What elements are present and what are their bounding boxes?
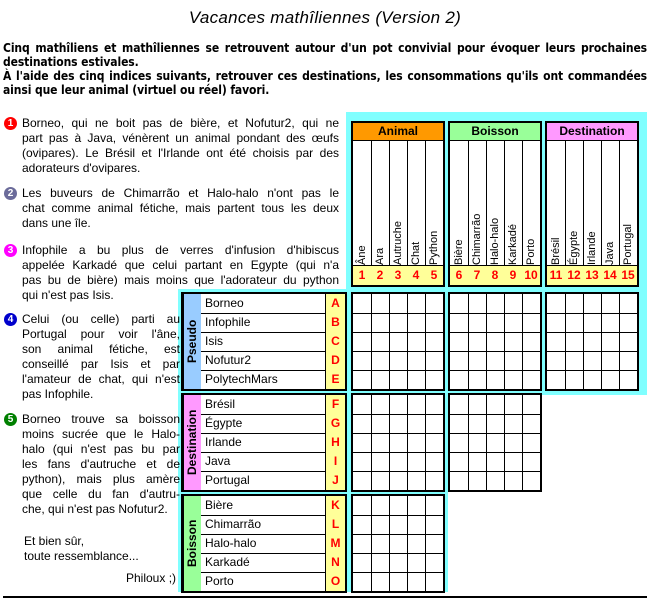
- grid-cell[interactable]: [389, 332, 407, 351]
- row-item-label: Irlande: [205, 435, 242, 449]
- column-divider: [583, 141, 584, 285]
- column-item-label: Java: [604, 241, 616, 265]
- clue-line: che, qui n'est pas Nofutur2.: [22, 502, 168, 516]
- grid-cell[interactable]: [547, 332, 565, 351]
- grid-cell[interactable]: [407, 553, 425, 572]
- column-divider: [468, 141, 469, 285]
- grid-cell[interactable]: [353, 534, 371, 553]
- row-letter: F: [325, 395, 345, 414]
- clue-text: [22, 412, 180, 517]
- grid-cell[interactable]: [522, 414, 540, 433]
- row-item-label: Isis: [205, 334, 223, 348]
- column-number: 6: [450, 265, 468, 285]
- grid-cell[interactable]: [486, 351, 504, 370]
- grid-cell[interactable]: [425, 515, 443, 534]
- grid-cell[interactable]: [353, 572, 371, 591]
- grid-cell[interactable]: [389, 452, 407, 471]
- grid-cell[interactable]: [504, 452, 522, 471]
- grid-cell[interactable]: [486, 414, 504, 433]
- clue-line: Borneo, qui ne boit pas de bière, et Nofutur2, qui ne: [22, 116, 339, 130]
- grid-cell[interactable]: [522, 452, 540, 471]
- row-letter: D: [325, 351, 345, 370]
- grid-cell[interactable]: [468, 332, 486, 351]
- closing-line-1: Et bien sûr,: [24, 534, 85, 548]
- grid-cell[interactable]: [468, 414, 486, 433]
- grid-cell[interactable]: [371, 515, 389, 534]
- clue-line: part pas à Java, vénèrent un animal pondant des œufs: [22, 131, 339, 145]
- column-item-label: Âne: [356, 245, 368, 265]
- column-item-label: Ara: [374, 247, 386, 265]
- grid-cell[interactable]: [371, 313, 389, 332]
- grid-cell[interactable]: [407, 370, 425, 389]
- row-letter: E: [325, 370, 345, 389]
- clue-line: (ovipares). Le Brésil et l'Irlande ont été choisis par des: [22, 146, 339, 160]
- grid-cell[interactable]: [425, 572, 443, 591]
- grid-cell[interactable]: [619, 351, 637, 370]
- grid-cell[interactable]: [565, 351, 583, 370]
- grid-cell[interactable]: [407, 496, 425, 515]
- grid-cell[interactable]: [450, 332, 468, 351]
- grid-cell[interactable]: [468, 313, 486, 332]
- grid-cell[interactable]: [450, 471, 468, 490]
- row-item-label: Chimarrão: [205, 517, 262, 531]
- column-number: 3: [389, 265, 407, 285]
- row-item-label: Infophile: [205, 315, 251, 329]
- grid-cell[interactable]: [601, 332, 619, 351]
- clue-line: chat comme animal fétiche, mais partent tous les deux: [22, 201, 339, 215]
- grid-cell[interactable]: [522, 370, 540, 389]
- intro-text: [3, 41, 647, 97]
- clue-line: dans une île.: [22, 216, 91, 230]
- grid-cell[interactable]: [504, 370, 522, 389]
- column-item-label: Portugal: [622, 224, 634, 265]
- row-item-label: Borneo: [205, 296, 244, 310]
- column-number: 7: [468, 265, 486, 285]
- grid-cell[interactable]: [486, 433, 504, 452]
- grid-cell[interactable]: [547, 313, 565, 332]
- grid-cell[interactable]: [504, 351, 522, 370]
- grid-cell[interactable]: [425, 471, 443, 490]
- grid-cell[interactable]: [407, 433, 425, 452]
- grid-cell[interactable]: [407, 313, 425, 332]
- grid-cell[interactable]: [425, 332, 443, 351]
- grid-cell[interactable]: [407, 414, 425, 433]
- grid-cell[interactable]: [601, 294, 619, 313]
- grid-cell[interactable]: [619, 332, 637, 351]
- grid-cell[interactable]: [450, 351, 468, 370]
- column-divider: [486, 141, 487, 285]
- grid-cell[interactable]: [583, 313, 601, 332]
- grid-cell[interactable]: [601, 313, 619, 332]
- grid-cell[interactable]: [619, 313, 637, 332]
- grid-cell[interactable]: [522, 313, 540, 332]
- row-letter: M: [325, 534, 345, 553]
- column-number: 1: [353, 265, 371, 285]
- column-item-label: Égypte: [568, 230, 580, 265]
- grid-cell[interactable]: [468, 452, 486, 471]
- grid-cell[interactable]: [425, 294, 443, 313]
- grid-cell[interactable]: [407, 332, 425, 351]
- clue-line: Celui (ou celle) parti au: [22, 312, 180, 326]
- grid-cell[interactable]: [450, 370, 468, 389]
- grid-cell[interactable]: [425, 313, 443, 332]
- grid-cell[interactable]: [389, 351, 407, 370]
- column-number: 11: [547, 265, 565, 285]
- grid-cell[interactable]: [565, 370, 583, 389]
- clue-line: halo (qui n'est pas bu par: [22, 442, 180, 456]
- grid-cell[interactable]: [486, 294, 504, 313]
- grid-cell[interactable]: [450, 313, 468, 332]
- grid-cell[interactable]: [565, 294, 583, 313]
- grid-cell[interactable]: [619, 370, 637, 389]
- grid-cell[interactable]: [504, 313, 522, 332]
- column-item-label: Karkadé: [507, 224, 519, 265]
- grid-cell[interactable]: [583, 332, 601, 351]
- clue-text: [22, 243, 339, 303]
- clue-line: qui n'est pas Isis.: [22, 288, 114, 302]
- column-divider: [504, 141, 505, 285]
- grid-cell[interactable]: [425, 351, 443, 370]
- closing-line-2: toute ressemblance...: [24, 549, 139, 563]
- row-letter: J: [325, 471, 345, 490]
- clue-line: adorateurs d'ovipares.: [22, 161, 141, 175]
- column-item-label: Porto: [525, 238, 537, 265]
- grid-cell[interactable]: [371, 332, 389, 351]
- grid-cell[interactable]: [371, 395, 389, 414]
- column-number: 9: [504, 265, 522, 285]
- grid-cell[interactable]: [601, 370, 619, 389]
- grid-cell[interactable]: [389, 414, 407, 433]
- clue-line: Portugal pour voir l'âne,: [22, 327, 180, 341]
- grid-cell[interactable]: [486, 452, 504, 471]
- grid-cell[interactable]: [522, 433, 540, 452]
- column-number: 15: [619, 265, 637, 285]
- grid-cell[interactable]: [371, 572, 389, 591]
- grid-cell[interactable]: [407, 515, 425, 534]
- grid-cell[interactable]: [486, 471, 504, 490]
- grid-cell[interactable]: [468, 471, 486, 490]
- row-item-label: Brésil: [205, 397, 236, 411]
- column-item-label: Python: [428, 230, 440, 265]
- column-divider: [619, 141, 620, 285]
- row-item-label: PolytechMars: [205, 372, 278, 386]
- row-letter: G: [325, 414, 345, 433]
- grid-cell[interactable]: [450, 414, 468, 433]
- grid-cell[interactable]: [425, 496, 443, 515]
- grid-cell[interactable]: [468, 433, 486, 452]
- column-divider: [601, 141, 602, 285]
- grid-cell[interactable]: [486, 313, 504, 332]
- column-item-label: Brésil: [550, 237, 562, 265]
- grid-cell[interactable]: [353, 471, 371, 490]
- grid-cell[interactable]: [353, 332, 371, 351]
- grid-cell[interactable]: [425, 414, 443, 433]
- grid-cell[interactable]: [504, 414, 522, 433]
- column-item-label: Chimarrão: [471, 213, 483, 265]
- row-item-label: Porto: [205, 574, 234, 588]
- grid-cell[interactable]: [468, 294, 486, 313]
- clue-number-badge: 3: [4, 244, 17, 257]
- clue-number-badge: 2: [4, 187, 17, 200]
- row-letter: A: [325, 294, 345, 313]
- grid-cell[interactable]: [601, 351, 619, 370]
- clue-number-badge: 5: [4, 413, 17, 426]
- row-letter: I: [325, 452, 345, 471]
- column-divider: [522, 141, 523, 285]
- grid-cell[interactable]: [371, 433, 389, 452]
- grid-cell[interactable]: [389, 534, 407, 553]
- grid-cell[interactable]: [425, 553, 443, 572]
- grid-cell[interactable]: [371, 452, 389, 471]
- clue-text: [22, 186, 339, 231]
- grid-cell[interactable]: [353, 452, 371, 471]
- grid-cell[interactable]: [425, 452, 443, 471]
- column-number: 2: [371, 265, 389, 285]
- column-divider: [565, 141, 566, 285]
- grid-cell[interactable]: [504, 395, 522, 414]
- grid-cell[interactable]: [389, 395, 407, 414]
- grid-cell[interactable]: [565, 332, 583, 351]
- grid-cell[interactable]: [353, 553, 371, 572]
- grid-cell[interactable]: [371, 534, 389, 553]
- grid-cell[interactable]: [547, 294, 565, 313]
- column-item-label: Irlande: [586, 231, 598, 265]
- grid-cell[interactable]: [407, 294, 425, 313]
- grid-cell[interactable]: [486, 395, 504, 414]
- clue-line: appelée Karkadé que celui partant en Egypte (qui n'a: [22, 258, 339, 272]
- grid-cell[interactable]: [353, 294, 371, 313]
- grid-cell[interactable]: [583, 351, 601, 370]
- clue-line: Infophile a bu plus de verres d'infusion d'hibiscus: [22, 243, 339, 257]
- clue-line: Borneo trouve sa boisson: [22, 412, 180, 426]
- clue-line: pas bu de bière) mais moins que l'adorateur du python: [22, 273, 339, 287]
- grid-cell[interactable]: [468, 351, 486, 370]
- page-title: Vacances mathîliennes (Version 2): [188, 8, 462, 27]
- row-category-label: Boisson: [183, 496, 201, 591]
- grid-cell[interactable]: [371, 496, 389, 515]
- grid-cell[interactable]: [371, 370, 389, 389]
- closing-text: [24, 534, 139, 564]
- clue-line: conseillé par Isis et par: [22, 357, 180, 371]
- grid-cell[interactable]: [450, 433, 468, 452]
- intro-paragraph-2: À l'aide des cinq indices suivants, retrouver ces destinations, les consommations qu'ils ont commandées ainsi que leur animal (virtuel ou réel) favori.: [3, 69, 647, 97]
- grid-cell[interactable]: [389, 553, 407, 572]
- row-letter: H: [325, 433, 345, 452]
- grid-cell[interactable]: [425, 370, 443, 389]
- grid-cell[interactable]: [450, 452, 468, 471]
- grid-cell[interactable]: [450, 294, 468, 313]
- row-item-label: Java: [205, 454, 231, 468]
- column-divider: [389, 141, 390, 285]
- clue-line: son animal fétiche, est: [22, 342, 180, 356]
- grid-cell[interactable]: [353, 313, 371, 332]
- clue-line: python), mais plus amère: [22, 472, 180, 486]
- grid-cell[interactable]: [565, 313, 583, 332]
- column-category-label: Animal: [353, 123, 443, 141]
- grid-cell[interactable]: [353, 515, 371, 534]
- grid-cell[interactable]: [371, 294, 389, 313]
- grid-cell[interactable]: [522, 351, 540, 370]
- clue-line: que celle du fan d'autru-: [22, 487, 180, 501]
- column-number: 14: [601, 265, 619, 285]
- grid-cell[interactable]: [547, 370, 565, 389]
- grid-cell[interactable]: [425, 395, 443, 414]
- column-number: 13: [583, 265, 601, 285]
- grid-cell[interactable]: [407, 534, 425, 553]
- row-item-label: Nofutur2: [205, 353, 252, 367]
- clue-line: Les buveurs de Chimarrão et Halo-halo n'ont pas le: [22, 186, 339, 200]
- grid-cell[interactable]: [389, 572, 407, 591]
- grid-cell[interactable]: [425, 534, 443, 553]
- grid-cell[interactable]: [504, 433, 522, 452]
- grid-cell[interactable]: [522, 294, 540, 313]
- column-divider: [425, 141, 426, 285]
- column-category-label: Destination: [547, 123, 637, 141]
- grid-cell[interactable]: [353, 433, 371, 452]
- clue-text: [22, 116, 339, 176]
- column-category-label: Boisson: [450, 123, 540, 141]
- clue-number-badge: 1: [4, 117, 17, 130]
- column-number: 8: [486, 265, 504, 285]
- column-number: 4: [407, 265, 425, 285]
- row-letter: K: [325, 496, 345, 515]
- row-letter: O: [325, 572, 345, 591]
- grid-cell[interactable]: [389, 294, 407, 313]
- clue-text: [22, 312, 180, 402]
- grid-cell[interactable]: [353, 370, 371, 389]
- grid-cell[interactable]: [583, 294, 601, 313]
- row-item-label: Portugal: [205, 473, 250, 487]
- grid-cell[interactable]: [353, 496, 371, 515]
- grid-cell[interactable]: [371, 553, 389, 572]
- row-letter: N: [325, 553, 345, 572]
- grid-cell[interactable]: [389, 433, 407, 452]
- grid-cell[interactable]: [353, 351, 371, 370]
- clue-line: l'amateur de chat, qui n'est: [22, 372, 180, 386]
- grid-cell[interactable]: [522, 471, 540, 490]
- column-item-label: Bière: [453, 239, 465, 265]
- grid-cell[interactable]: [425, 433, 443, 452]
- row-item-label: Halo-halo: [205, 536, 257, 550]
- intro-paragraph-1: Cinq mathîliens et mathîliennes se retrouvent autour d'un pot convivial pour évoquer leurs prochaines destinations estivales.: [3, 41, 647, 69]
- column-item-label: Chat: [410, 241, 422, 265]
- grid-cell[interactable]: [468, 370, 486, 389]
- grid-cell[interactable]: [389, 313, 407, 332]
- clue-line: les fans d'autruche et de: [22, 457, 180, 471]
- grid-cell[interactable]: [468, 395, 486, 414]
- grid-cell[interactable]: [504, 294, 522, 313]
- column-number: 5: [425, 265, 443, 285]
- grid-cell[interactable]: [619, 294, 637, 313]
- column-divider: [371, 141, 372, 285]
- grid-cell[interactable]: [353, 414, 371, 433]
- row-letter: B: [325, 313, 345, 332]
- column-number: 10: [522, 265, 540, 285]
- clue-number-badge: 4: [4, 313, 17, 326]
- row-item-label: Bière: [205, 498, 234, 512]
- signature: Philoux ;): [126, 571, 177, 585]
- column-number: 12: [565, 265, 583, 285]
- row-category-label: Pseudo: [183, 294, 201, 389]
- grid-cell[interactable]: [371, 471, 389, 490]
- grid-cell[interactable]: [504, 471, 522, 490]
- grid-cell[interactable]: [583, 370, 601, 389]
- grid-cell[interactable]: [450, 395, 468, 414]
- grid-cell[interactable]: [389, 515, 407, 534]
- grid-cell[interactable]: [353, 395, 371, 414]
- grid-cell[interactable]: [504, 332, 522, 351]
- grid-cell[interactable]: [371, 351, 389, 370]
- grid-cell[interactable]: [389, 496, 407, 515]
- grid-cell[interactable]: [407, 395, 425, 414]
- row-letter: L: [325, 515, 345, 534]
- grid-cell[interactable]: [547, 351, 565, 370]
- row-letter: C: [325, 332, 345, 351]
- grid-cell[interactable]: [407, 572, 425, 591]
- grid-cell[interactable]: [371, 414, 389, 433]
- row-category-label: Destination: [183, 395, 201, 490]
- clue-line: moins sucrée que le Halo-: [22, 427, 180, 441]
- grid-cell[interactable]: [407, 471, 425, 490]
- row-item-label: Karkadé: [205, 555, 250, 569]
- column-divider: [407, 141, 408, 285]
- grid-cell[interactable]: [522, 332, 540, 351]
- column-item-label: Autruche: [392, 220, 404, 265]
- grid-cell[interactable]: [486, 370, 504, 389]
- grid-cell[interactable]: [389, 471, 407, 490]
- clue-line: pas Infophile.: [22, 387, 94, 401]
- grid-cell[interactable]: [389, 370, 407, 389]
- row-item-label: Égypte: [205, 416, 243, 430]
- column-item-label: Halo-halo: [489, 217, 501, 265]
- grid-cell[interactable]: [522, 395, 540, 414]
- grid-cell[interactable]: [407, 351, 425, 370]
- grid-cell[interactable]: [407, 452, 425, 471]
- grid-cell[interactable]: [486, 332, 504, 351]
- bottom-divider: [3, 596, 647, 598]
